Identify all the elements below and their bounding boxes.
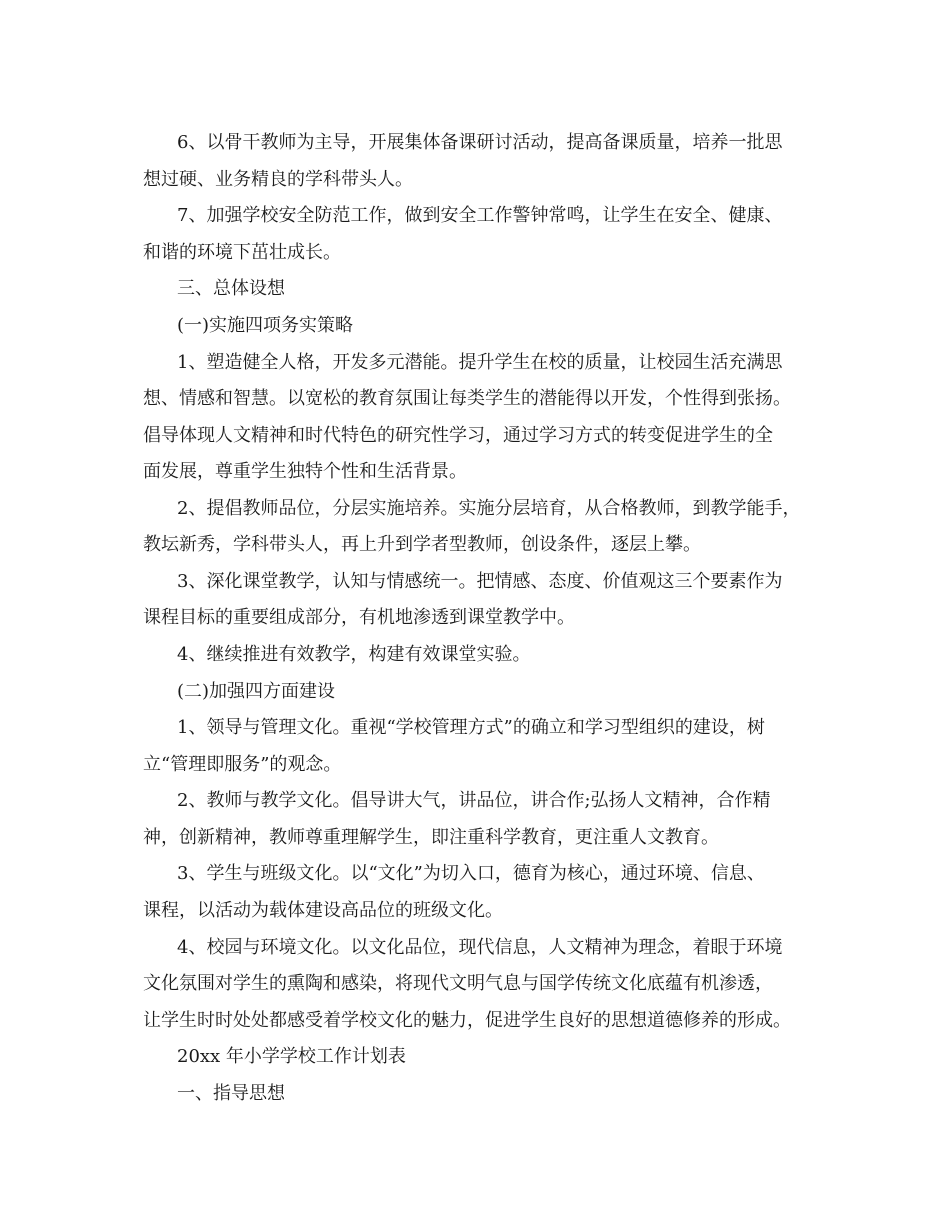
text-line: 6、以骨干教师为主导，开展集体备课研讨活动，提高备课质量，培养一批思 (177, 132, 783, 153)
text-line: 想过硬、业务精良的学科带头人。 (143, 169, 413, 190)
text-line: 1、塑造健全人格，开发多元潜能。提升学生在校的质量，让校园生活充满思 (177, 352, 783, 373)
text-line: 面发展，尊重学生独特个性和生活背景。 (143, 461, 467, 482)
section-heading: 一、指导思想 (177, 1083, 285, 1104)
text-line: 4、继续推进有效教学，构建有效课堂实验。 (177, 644, 531, 665)
text-line: 4、校园与环境文化。以文化品位，现代信息，人文精神为理念，着眼于环境 (177, 937, 783, 958)
text-line: 教坛新秀，学科带头人，再上升到学者型教师，创设条件，逐层上攀。 (143, 534, 701, 555)
text-line: 神，创新精神，教师尊重理解学生，即注重科学教育，更注重人文教育。 (143, 827, 719, 848)
section-heading: 三、总体设想 (177, 278, 285, 299)
document-title: 20xx 年小学学校工作计划表 (177, 1046, 406, 1067)
text-line: 让学生时时处处都感受着学校文化的魅力，促进学生良好的思想道德修养的形成。 (143, 1010, 791, 1031)
text-line: 立“管理即服务”的观念。 (143, 754, 342, 775)
text-line: 2、提倡教师品位，分层实施培养。实施分层培育，从合格教师，到教学能手， (177, 498, 801, 519)
text-line: 课程，以活动为载体建设高品位的班级文化。 (143, 900, 503, 921)
text-line: 想、情感和智慧。以宽松的教育氛围让每类学生的潜能得以开发，个性得到张扬。 (143, 388, 791, 409)
text-line: 2、教师与教学文化。倡导讲大气，讲品位，讲合作;弘扬人文精神，合作精 (177, 790, 771, 811)
text-line: 课程目标的重要组成部分，有机地渗透到课堂教学中。 (143, 607, 575, 628)
subsection-heading: (二)加强四方面建设 (177, 681, 336, 702)
text-line: 3、学生与班级文化。以“文化”为切入口，德育为核心，通过环境、信息、 (177, 863, 765, 884)
text-line: 1、领导与管理文化。重视“学校管理方式”的确立和学习型组织的建设，树 (177, 717, 765, 738)
text-line: 7、加强学校安全防范工作，做到安全工作警钟常鸣，让学生在安全、健康、 (177, 205, 783, 226)
text-line: 和谐的环境下茁壮成长。 (143, 242, 341, 263)
subsection-heading: (一)实施四项务实策略 (177, 315, 354, 336)
text-line: 文化氛围对学生的熏陶和感染，将现代文明气息与国学传统文化底蕴有机渗透， (143, 973, 773, 994)
text-line: 3、深化课堂教学，认知与情感统一。把情感、态度、价值观这三个要素作为 (177, 571, 783, 592)
text-line: 倡导体现人文精神和时代特色的研究性学习，通过学习方式的转变促进学生的全 (143, 425, 773, 446)
